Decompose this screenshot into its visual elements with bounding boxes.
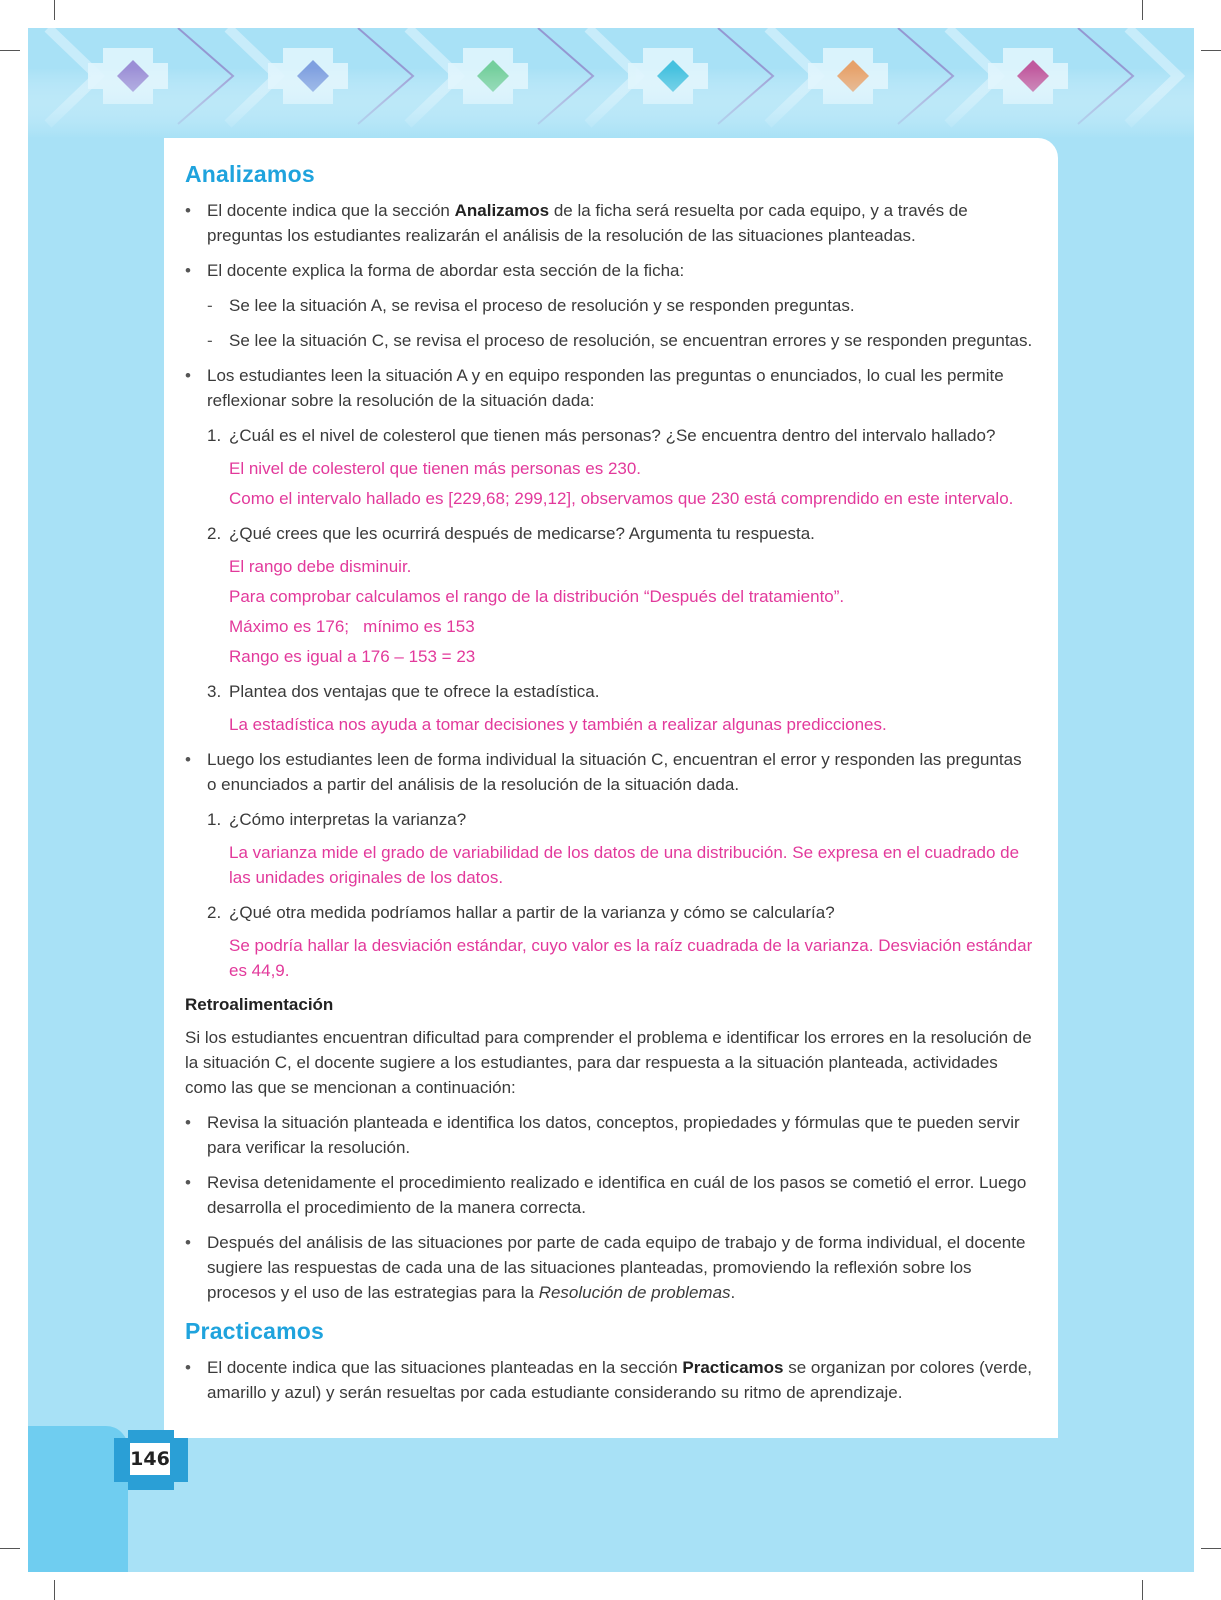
crop-mark — [54, 1580, 55, 1600]
italic-term: Resolución de problemas — [538, 1283, 731, 1302]
answer-line: Máximo es 176; mínimo es 153 — [229, 617, 475, 636]
section-title-analizamos: Analizamos — [185, 161, 315, 187]
answer-line: La varianza mide el grado de variabilidad de los datos de una distribución. Se expresa en el cuadrado de las unidades originales de los datos. — [229, 843, 1020, 887]
page-number: 146 — [130, 1443, 170, 1475]
answer-line: El nivel de colesterol que tienen más personas es 230. — [229, 459, 642, 478]
bullet-item: • El docente indica que las situaciones planteadas en la sección Practicamos se organizan por colores (verde, amarillo y azul) y serán resueltas por cada estudiante considerando su ritmo de aprendizaje. — [185, 1355, 1035, 1405]
bullet-item: • El docente indica que la sección Analizamos de la ficha será resuelta por cada equipo, y a través de preguntas los estudiantes realizarán el análisis de la resolución de las situaciones planteadas. — [185, 198, 1035, 248]
dash-item: - Se lee la situación C, se revisa el proceso de resolución, se encuentran errores y se responden preguntas. — [185, 328, 1035, 353]
answer-line: El rango debe disminuir. — [229, 557, 412, 576]
crop-mark — [1201, 1548, 1221, 1549]
question-item: 3. Plantea dos ventajas que te ofrece la estadística. — [207, 682, 600, 701]
answer-line: Para comprobar calculamos el rango de la distribución “Después del tratamiento”. — [229, 587, 845, 606]
paragraph: Si los estudiantes encuentran dificultad para comprender el problema e identificar los errores en la resolución de la situación C, el docente sugiere a los estudiantes, para dar respuesta a la situación planteada, actividades como las que se mencionan a continuación: — [185, 1028, 1032, 1097]
crop-mark — [1142, 0, 1143, 20]
crop-mark — [0, 1548, 20, 1549]
pattern-band-art — [28, 28, 1194, 138]
bold-term: Practicamos — [682, 1358, 784, 1377]
bold-term: Analizamos — [454, 201, 550, 220]
bullet-item: • El docente explica la forma de abordar esta sección de la ficha: — [185, 258, 1035, 283]
bullet-item: • Revisa la situación planteada e identifica los datos, conceptos, propiedades y fórmulas que te pueden servir para verificar la resolución. — [185, 1110, 1035, 1160]
question-item: 1. ¿Cuál es el nivel de colesterol que tienen más personas? ¿Se encuentra dentro del intervalo hallado? — [207, 426, 996, 445]
dash-item: - Se lee la situación A, se revisa el proceso de resolución y se responden preguntas. — [185, 293, 1035, 318]
bullet-item: • Después del análisis de las situaciones por parte de cada equipo de trabajo y de forma individual, el docente sugiere las respuestas de cada una de las situaciones planteadas, promoviendo la reflexión sobre los procesos y el uso de las estrategias para la Resolución de problemas. — [185, 1230, 1035, 1305]
crop-mark — [1201, 50, 1221, 51]
subsection-title-retroalimentacion: Retroalimentación — [185, 995, 334, 1014]
section-title-practicamos: Practicamos — [185, 1318, 324, 1344]
bullet-item: • Luego los estudiantes leen de forma individual la situación C, encuentran el error y responden las preguntas o enunciados a partir del análisis de la resolución de la situación dada. — [185, 747, 1035, 797]
question-item: 1. ¿Cómo interpretas la varianza? — [207, 810, 467, 829]
crop-mark — [54, 0, 55, 20]
crop-mark — [0, 50, 20, 51]
page-content — [185, 158, 1035, 1415]
answer-line: La estadística nos ayuda a tomar decisiones y también a realizar algunas predicciones. — [229, 715, 887, 734]
answer-line: Rango es igual a 176 – 153 = 23 — [229, 647, 476, 666]
question-item: 2. ¿Qué otra medida podríamos hallar a partir de la varianza y cómo se calcularía? — [207, 903, 835, 922]
question-item: 2. ¿Qué crees que les ocurrirá después de medicarse? Argumenta tu respuesta. — [207, 524, 815, 543]
decorative-header-band — [28, 28, 1194, 138]
bullet-item: • Revisa detenidamente el procedimiento realizado e identifica en cuál de los pasos se cometió el error. Luego desarrolla el procedimiento de la manera correcta. — [185, 1170, 1035, 1220]
bullet-item: • Los estudiantes leen la situación A y en equipo responden las preguntas o enunciados, lo cual les permite reflexionar sobre la resolución de la situación dada: — [185, 363, 1035, 413]
answer-line: Como el intervalo hallado es [229,68; 299,12], observamos que 230 está comprendido en este intervalo. — [229, 489, 1014, 508]
crop-mark — [1142, 1580, 1143, 1600]
corner-tab — [28, 1426, 128, 1572]
answer-line: Se podría hallar la desviación estándar, cuyo valor es la raíz cuadrada de la varianza. Desviación estándar es 44,9. — [229, 936, 1033, 980]
